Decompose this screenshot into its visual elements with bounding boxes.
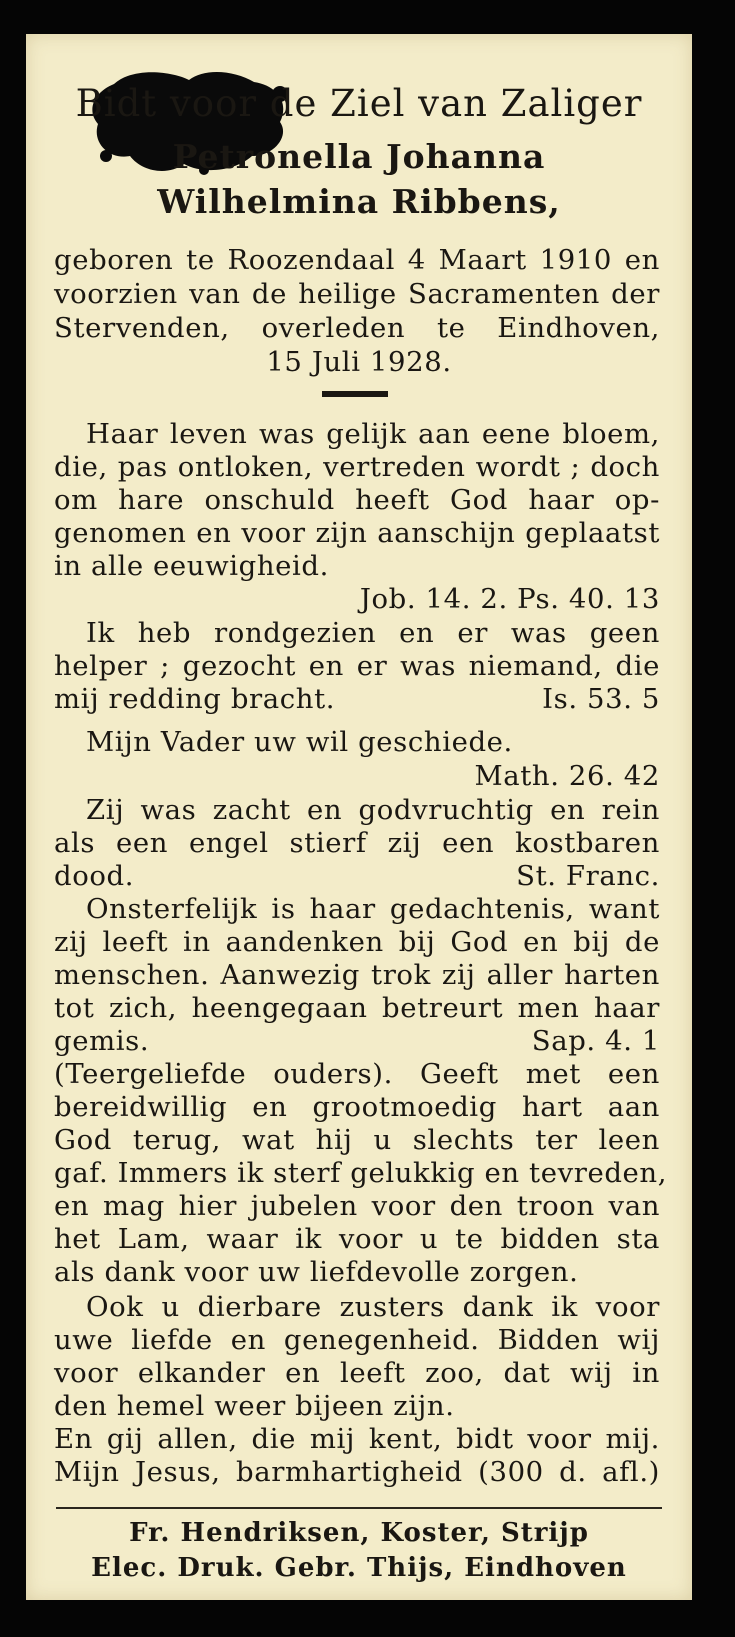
- text-line: Haar leven was gelijk aan eene bloem,: [86, 418, 660, 450]
- text-line: tot zich, heengegaan betreurt men haar: [54, 992, 660, 1024]
- text-line: dood.: [54, 860, 135, 892]
- text-line: bereidwillig en grootmoedig hart aan: [54, 1091, 660, 1123]
- text-line: om hare onschuld heeft God haar op-: [54, 484, 660, 516]
- text-line: die, pas ontloken, vertreden wordt ; doch: [54, 451, 660, 483]
- footer-rule: [56, 1507, 662, 1509]
- scripture-reference: Sap. 4. 1: [531, 1025, 660, 1057]
- birth-line: Stervenden, overleden te Eindhoven,: [54, 312, 660, 344]
- text-line-with-reference: [54, 1025, 660, 1057]
- scripture-reference: Job. 14. 2. Ps. 40. 13: [359, 583, 660, 615]
- text-line: en mag hier jubelen voor den troon van: [54, 1190, 660, 1222]
- scripture-reference: Math. 26. 42: [474, 760, 660, 792]
- text-line: helper ; gezocht en er was niemand, die: [54, 650, 660, 682]
- text-line: uwe liefde en genegenheid. Bidden wij: [54, 1324, 660, 1356]
- death-date: 15 Juli 1928.: [266, 346, 452, 378]
- text-line: Mijn Vader uw wil geschiede.: [86, 726, 513, 758]
- text-line: Onsterfelijk is haar gedachtenis, want: [86, 893, 660, 925]
- text-line: genomen en voor zijn aanschijn geplaatst: [54, 517, 660, 549]
- text-line: voor elkander en leeft zoo, dat wij in: [54, 1357, 660, 1389]
- footer-printer: Elec. Druk. Gebr. Thijs, Eindhoven: [91, 1553, 627, 1583]
- text-line: zij leeft in aandenken bij God en bij de: [54, 926, 660, 958]
- text-line: den hemel weer bijeen zijn.: [54, 1390, 455, 1422]
- text-line: het Lam, waar ik voor u te bidden sta: [54, 1223, 660, 1255]
- text-line: gemis.: [54, 1025, 150, 1057]
- scripture-reference: Is. 53. 5: [542, 683, 660, 715]
- memorial-card: [26, 34, 692, 1600]
- text-line: Zij was zacht en godvruchtig en rein: [86, 794, 660, 826]
- text-line: als een engel stierf zij een kostbaren: [54, 827, 660, 859]
- text-line: menschen. Aanwezig trok zij aller harten: [54, 959, 660, 991]
- text-line: in alle eeuwigheid.: [54, 550, 329, 582]
- scripture-reference: St. Franc.: [516, 860, 660, 892]
- text-line: Ook u dierbare zusters dank ik voor: [86, 1291, 660, 1323]
- deceased-name-line1: Petronella Johanna: [172, 137, 546, 176]
- separator-dash: [322, 391, 388, 397]
- deceased-name-line2: Wilhelmina Ribbens,: [157, 182, 561, 221]
- text-line: Mijn Jesus, barmhartigheid (300 d. afl.): [54, 1456, 660, 1488]
- text-line-with-reference: [54, 683, 660, 715]
- footer-koster: Fr. Hendriksen, Koster, Strijp: [129, 1518, 589, 1548]
- text-line: gaf. Immers ik sterf gelukkig en tevreden,: [54, 1157, 668, 1189]
- birth-line: voorzien van de heilige Sacramenten der: [54, 278, 660, 310]
- text-line: als dank voor uw liefdevolle zorgen.: [54, 1256, 579, 1288]
- header-line: Bidt voor de Ziel van Zaliger: [75, 82, 643, 125]
- text-line: Ik heb rondgezien en er was geen: [86, 617, 660, 649]
- text-line: En gij allen, die mij kent, bidt voor mij.: [54, 1423, 660, 1455]
- text-line: God terug, wat hij u slechts ter leen: [54, 1124, 660, 1156]
- text-line: (Teergeliefde ouders). Geeft met een: [54, 1058, 660, 1090]
- text-line-with-reference: [54, 860, 660, 892]
- birth-line: geboren te Roozendaal 4 Maart 1910 en: [54, 244, 660, 276]
- text-line: mij redding bracht.: [54, 683, 336, 715]
